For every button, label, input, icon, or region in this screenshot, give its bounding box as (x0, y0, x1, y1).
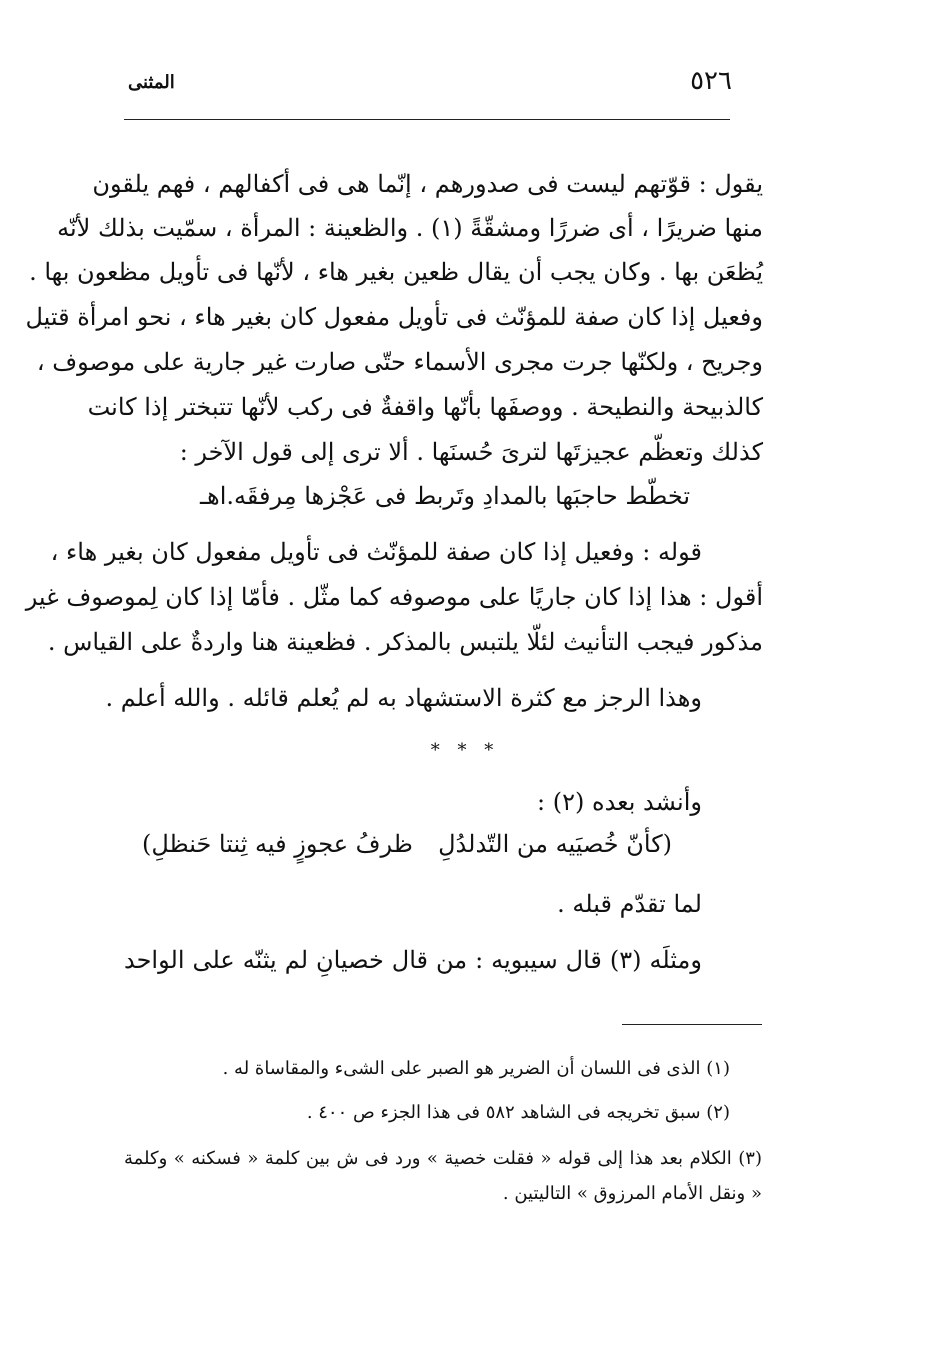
body-line: مذكور فيجب التأنيث لئلّا يلتبس بالمذكر . فظعينة هنا واردةٌ على القياس . (47, 628, 763, 656)
body-line: وجريح ، ولكنّها جرت مجرى الأسماء حتّى صارت غير جارية على موصوف ، (36, 348, 763, 376)
header-rule (124, 119, 730, 120)
body-line: ومثلَه (٣) قال سيبويه : من قال خصيانِ لم يثنّه على الواحد (124, 946, 702, 974)
verse-2-hemistich-1: (كأنّ خُصيَيه من التّدلدُلِ (438, 830, 672, 858)
footnote-3-continued: « ونقل الأمام المرزوق » التاليتين . (502, 1183, 762, 1204)
verse-1 (200, 482, 690, 510)
running-title: المثنى (128, 72, 175, 93)
body-line: يُظعَن بها . وكان يجب أن يقال ظعين بغير هاء ، لأنّها فى تأويل مظعون بها . (29, 258, 763, 286)
body-line: منها ضريرًا ، أى ضررًا ومشقّةً (١) . والظعينة : المرأة ، سمّيت بذلك لأنّه (57, 214, 763, 242)
body-line: قوله : وفعيل إذا كان صفة للمؤنّث فى تأويل مفعول كان بغير هاء ، (50, 538, 702, 566)
verse-2-hemistich-2: ظرفُ عجوزٍ فيه ثِنتا حَنظلِ) (142, 830, 413, 858)
verse-2 (142, 830, 672, 858)
body-line: لما تقدّم قبله . (557, 890, 702, 918)
body-line: أقول : هذا إذا كان جاريًا على موصوفه كما مثّل . فأمّا إذا كان لِموصوف غير (25, 583, 763, 611)
body-line: وفعيل إذا كان صفة للمؤنّث فى تأويل مفعول كان بغير هاء ، نحو امرأة قتيل (25, 303, 763, 331)
body-line: وهذا الرجز مع كثرة الاستشهاد به لم يُعلم قائله . والله أعلم . (105, 684, 702, 712)
body-line: يقول : قوّتهم ليست فى صدورهم ، إنّما هى فى أكفالهم ، فهم يلقون (92, 170, 763, 198)
footnote-3: (٣) الكلام بعد هذا إلى قوله « فقلت خصية » ورد فى ش بين كلمة « فسكنه » وكلمة (124, 1148, 762, 1169)
footnote-2: (٢) سبق تخريجه فى الشاهد ٥٨٢ فى هذا الجزء ص ٤٠٠ . (306, 1102, 730, 1123)
footnote-rule (622, 1024, 762, 1025)
footnote-1: (١) الذى فى اللسان أن الضرير هو الصبر على الشىء والمقاساة له . (222, 1058, 730, 1079)
recite-line: وأنشد بعده (٢) : (537, 788, 702, 816)
body-line: كذلك وتعظّم عجيزتَها لترىَ حُسنَها . ألا ترى إلى قول الآخر : (179, 438, 763, 466)
section-separator: * * * (430, 740, 500, 761)
verse-1-hemistich-2: وتَربط فى عَجْزها مِرفقَه.اهـ (200, 482, 475, 510)
body-line: كالذبيحة والنطيحة . ووصفَها بأنّها واقفةٌ فى ركب لأنّها تتبختر إذا كانت (87, 393, 763, 421)
verse-1-hemistich-1: تخطّط حاجبَها بالمدادِ (482, 482, 690, 510)
page-number: ٥٢٦ (690, 66, 732, 96)
